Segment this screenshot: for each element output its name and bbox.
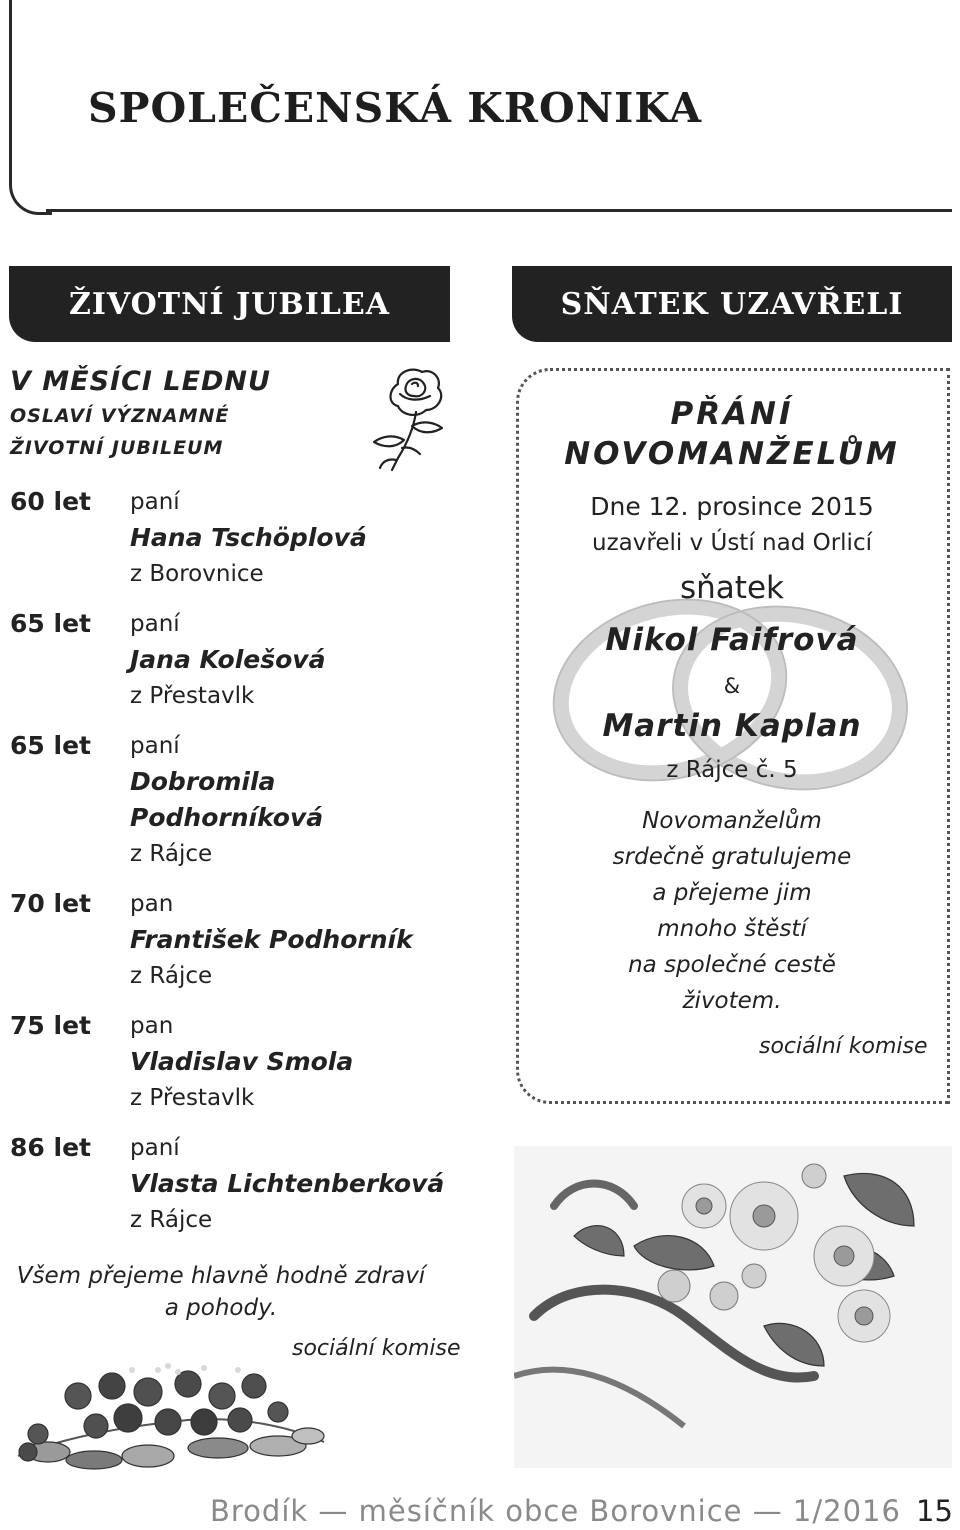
jubilee-age: 86 let (10, 1133, 91, 1162)
groom-name: Martin Kaplan (602, 708, 862, 744)
jubilee-entry (10, 886, 450, 1008)
rose-icon (368, 364, 454, 476)
jubilee-name: Hana Tschöplová (130, 523, 367, 552)
wedding-date: Dne 12. prosince 2015 (590, 492, 874, 521)
section-banner-snatek: SŇATEK UZAVŘELI (512, 266, 952, 342)
wishes-heading: NOVOMANŽELŮM (564, 436, 900, 472)
jubilee-entry (10, 728, 450, 886)
wishes-heading: PŘÁNÍ (670, 396, 794, 432)
bride-name: Nikol Faifrová (605, 622, 859, 658)
jubilee-entry (10, 1130, 450, 1252)
congrats-text (516, 803, 948, 1019)
wedding-word: sňatek (680, 570, 784, 606)
wedding-location: uzavřeli v Ústí nad Orlicí (592, 530, 872, 556)
ampersand: & (723, 674, 741, 698)
jubilee-place: z Přestavlk (130, 683, 255, 709)
jubilee-wish-line: a pohody. (164, 1295, 278, 1321)
intro-line: ŽIVOTNÍ JUBILEUM (10, 437, 224, 459)
jubilee-list (10, 484, 450, 1252)
rose-bouquet-image (8, 1356, 330, 1472)
page-number: 15 (916, 1494, 953, 1528)
jubilee-entry (10, 606, 450, 728)
intro-line: V MĚSÍCI LEDNU (10, 366, 271, 397)
jubilee-signature: sociální komise (292, 1336, 461, 1361)
congrats-line: srdečně gratulujeme (612, 844, 852, 870)
jubilee-title: pan (130, 1013, 174, 1039)
jubilee-title: paní (130, 489, 180, 515)
congrats-line: mnoho štěstí (657, 916, 807, 942)
frame-line-horizontal (46, 209, 952, 212)
jubilee-name: Dobromila (130, 767, 276, 796)
couple-place: z Rájce č. 5 (666, 757, 798, 783)
jubilee-title: paní (130, 1135, 180, 1161)
wedding-signature: sociální komise (759, 1034, 928, 1059)
jubilee-place: z Rájce (130, 1207, 213, 1233)
jubilee-name: Podhorníková (130, 803, 324, 832)
footer-publication: Brodík — měsíčník obce Borovnice — 1/2016 (210, 1494, 901, 1528)
jubilee-entry (10, 484, 450, 606)
jubilee-age: 70 let (10, 889, 91, 918)
jubilee-name: Vlasta Lichtenberková (130, 1169, 445, 1198)
jubilee-title: paní (130, 611, 180, 637)
jubilee-place: z Přestavlk (130, 1085, 255, 1111)
jubilee-place: z Rájce (130, 841, 213, 867)
jubilee-name: Jana Kolešová (130, 645, 326, 674)
jubilee-age: 75 let (10, 1011, 91, 1040)
flower-arrangement-image (514, 1146, 952, 1468)
congrats-line: na společné cestě (628, 952, 836, 978)
congrats-line: Novomanželům (642, 808, 822, 834)
section-banner-jubilea: ŽIVOTNÍ JUBILEA (9, 266, 450, 342)
jubilee-age: 65 let (10, 609, 91, 638)
jubilee-age: 65 let (10, 731, 91, 760)
jubilee-wish-line: Všem přejeme hlavně hodně zdraví (16, 1263, 426, 1289)
jubilee-title: paní (130, 733, 180, 759)
congrats-line: životem. (682, 988, 782, 1014)
jubilee-entry (10, 1008, 450, 1130)
congrats-line: a přejeme jim (652, 880, 812, 906)
jubilee-age: 60 let (10, 487, 91, 516)
page-title: SPOLEČENSKÁ KRONIKA (88, 84, 703, 132)
frame-corner (9, 160, 52, 215)
frame-line-vertical (9, 0, 12, 180)
jubilee-wish (10, 1260, 432, 1324)
jubilee-place: z Borovnice (130, 561, 264, 587)
jubilee-name: František Podhorník (130, 925, 413, 954)
jubilee-place: z Rájce (130, 963, 213, 989)
jubilee-title: pan (130, 891, 174, 917)
intro-line: OSLAVÍ VÝZNAMNÉ (10, 405, 230, 427)
jubilee-name: Vladislav Smola (130, 1047, 354, 1076)
